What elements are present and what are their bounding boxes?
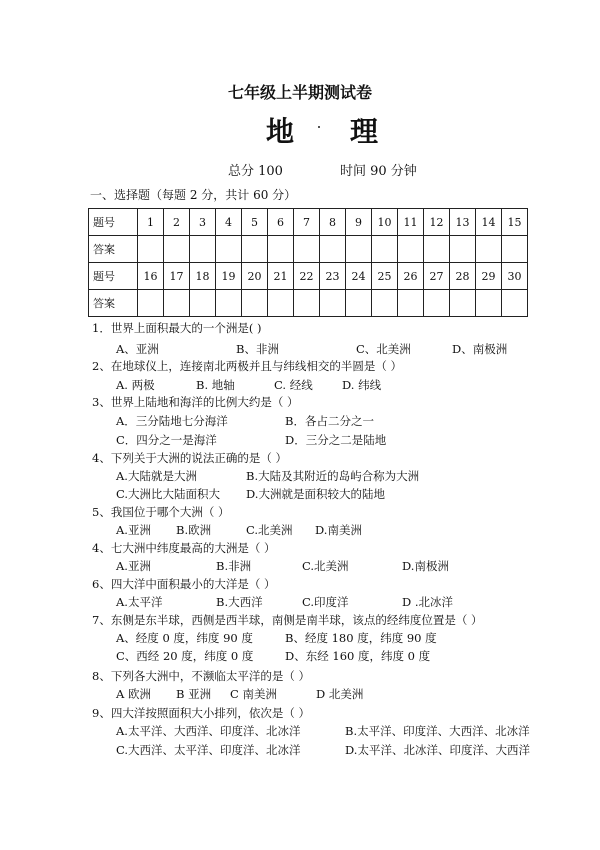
- grid-number: 6: [268, 209, 294, 236]
- grid-number: 24: [346, 263, 372, 290]
- answer-cell[interactable]: [138, 236, 164, 263]
- answer-cell[interactable]: [398, 290, 424, 317]
- q10-option-a: A.太平洋、大西洋、印度洋、北冰洋: [116, 724, 301, 738]
- grid-number: 29: [476, 263, 502, 290]
- grid-number: 27: [424, 263, 450, 290]
- question-7-stem: 6、四大洋中面积最小的大洋是（ ）: [92, 577, 276, 591]
- q4-option-b: B.大陆及其附近的岛屿合称为大洲: [246, 469, 420, 483]
- q1-option-c: C、北美洲: [356, 342, 411, 356]
- grid-number: 12: [424, 209, 450, 236]
- answer-cell[interactable]: [138, 290, 164, 317]
- q10-option-c: C.大西洋、太平洋、印度洋、北冰洋: [116, 743, 301, 757]
- grid-number: 7: [294, 209, 320, 236]
- question-3-stem: 3、世界上陆地和海洋的比例大约是（ ）: [92, 395, 299, 409]
- question-9-stem: 8、下列各大洲中，不濒临太平洋的是（ ）: [92, 669, 310, 683]
- q8-option-d: D、东经 160 度，纬度 0 度: [285, 649, 431, 663]
- grid-number: 2: [164, 209, 190, 236]
- grid-number: 3: [190, 209, 216, 236]
- section-title: 一、选择题（每题 2 分，共计 60 分）: [90, 188, 297, 202]
- grid-number: 25: [372, 263, 398, 290]
- q1-option-b: B、非洲: [236, 342, 279, 356]
- answer-cell[interactable]: [450, 290, 476, 317]
- answer-cell[interactable]: [502, 236, 528, 263]
- q10-option-b: B.太平洋、印度洋、大西洋、北冰洋: [345, 724, 530, 738]
- answer-cell[interactable]: [346, 290, 372, 317]
- total-score: 总分 100: [228, 164, 283, 179]
- q7-option-b: B.大西洋: [216, 595, 263, 609]
- q6-option-c: C.北美洲: [302, 559, 349, 573]
- q5-option-b: B.欧洲: [176, 523, 212, 537]
- grid-number: 18: [190, 263, 216, 290]
- subject-title-char-1: 地: [266, 115, 295, 148]
- q3-option-a: A．三分陆地七分海洋: [116, 414, 228, 428]
- time-limit: 时间 90 分钟: [340, 164, 417, 179]
- q6-option-d: D.南极洲: [402, 559, 449, 573]
- answer-cell[interactable]: [372, 290, 398, 317]
- decorative-dot: [318, 126, 320, 128]
- answer-cell[interactable]: [242, 236, 268, 263]
- question-10-stem: 9、四大洋按照面积大小排列，依次是（ ）: [92, 706, 310, 720]
- question-1-stem: 1．世界上面积最大的一个洲是( ): [92, 321, 262, 335]
- grid-label-answer: 答案: [89, 290, 138, 317]
- q3-option-b: B．各占二分之一: [285, 414, 374, 428]
- grid-number: 20: [242, 263, 268, 290]
- question-6-stem: 4、七大洲中纬度最高的大洲是（ ）: [92, 541, 276, 555]
- q2-option-b: B. 地轴: [196, 378, 235, 392]
- answer-cell[interactable]: [190, 236, 216, 263]
- answer-cell[interactable]: [346, 236, 372, 263]
- grid-row-numbers-1: [89, 209, 528, 236]
- answer-cell[interactable]: [320, 290, 346, 317]
- q2-option-a: A. 两极: [116, 378, 155, 392]
- answer-cell[interactable]: [268, 236, 294, 263]
- q2-option-d: D. 纬线: [342, 378, 382, 392]
- grid-number: 13: [450, 209, 476, 236]
- grid-number: 28: [450, 263, 476, 290]
- grid-number: 5: [242, 209, 268, 236]
- q8-option-c: C、西经 20 度，纬度 0 度: [116, 649, 254, 663]
- answer-cell[interactable]: [398, 236, 424, 263]
- q2-option-c: C. 经线: [274, 378, 313, 392]
- answer-cell[interactable]: [294, 290, 320, 317]
- grid-number: 10: [372, 209, 398, 236]
- grid-number: 11: [398, 209, 424, 236]
- grid-row-numbers-2: [89, 263, 528, 290]
- answer-grid: [88, 208, 528, 317]
- grid-number: 8: [320, 209, 346, 236]
- grid-row-answers-1: [89, 236, 528, 263]
- grid-number: 23: [320, 263, 346, 290]
- grid-number: 22: [294, 263, 320, 290]
- grid-number: 21: [268, 263, 294, 290]
- answer-cell[interactable]: [294, 236, 320, 263]
- q7-option-d: D .北冰洋: [402, 595, 454, 609]
- grid-number: 17: [164, 263, 190, 290]
- q9-option-a: A 欧洲: [116, 687, 151, 701]
- grid-number: 15: [502, 209, 528, 236]
- answer-cell[interactable]: [372, 236, 398, 263]
- answer-cell[interactable]: [216, 290, 242, 317]
- grid-number: 14: [476, 209, 502, 236]
- answer-cell[interactable]: [190, 290, 216, 317]
- q7-option-a: A.太平洋: [116, 595, 163, 609]
- grid-number: 1: [138, 209, 164, 236]
- q9-option-d: D 北美洲: [316, 687, 364, 701]
- grid-label-number: 题号: [89, 263, 138, 290]
- q4-option-d: D.大洲就是面积较大的陆地: [246, 487, 385, 501]
- q3-option-c: C．四分之一是海洋: [116, 433, 217, 447]
- answer-cell[interactable]: [476, 236, 502, 263]
- answer-cell[interactable]: [502, 290, 528, 317]
- answer-cell[interactable]: [216, 236, 242, 263]
- q8-option-a: A、经度 0 度，纬度 90 度: [116, 631, 253, 645]
- q4-option-c: C.大洲比大陆面积大: [116, 487, 221, 501]
- q9-option-c: C 南美洲: [230, 687, 277, 701]
- q5-option-d: D.南美洲: [315, 523, 362, 537]
- q4-option-a: A.大陆就是大洲: [116, 469, 197, 483]
- answer-cell[interactable]: [424, 236, 450, 263]
- grid-label-number: 题号: [89, 209, 138, 236]
- q10-option-d: D.太平洋、北冰洋、印度洋、大西洋: [345, 743, 530, 757]
- subject-title-char-2: 理: [350, 115, 379, 148]
- answer-cell[interactable]: [164, 236, 190, 263]
- q9-option-b: B 亚洲: [176, 687, 212, 701]
- grid-number: 9: [346, 209, 372, 236]
- grid-number: 4: [216, 209, 242, 236]
- answer-cell[interactable]: [476, 290, 502, 317]
- answer-cell[interactable]: [450, 236, 476, 263]
- q6-option-b: B.非洲: [216, 559, 252, 573]
- question-4-stem: 4、下列关于大洲的说法正确的是（ ）: [92, 451, 287, 465]
- question-2-stem: 2、在地球仪上，连接南北两极并且与纬线相交的半圆是（ ）: [92, 359, 402, 373]
- q1-option-a: A、亚洲: [116, 342, 159, 356]
- q3-option-d: D．三分之二是陆地: [285, 433, 387, 447]
- answer-cell[interactable]: [242, 290, 268, 317]
- grid-label-answer: 答案: [89, 236, 138, 263]
- grid-number: 30: [502, 263, 528, 290]
- grid-number: 26: [398, 263, 424, 290]
- question-8-stem: 7、东侧是东半球，西侧是西半球，南侧是南半球，该点的经纬度位置是（ ）: [92, 613, 483, 627]
- question-5-stem: 5、我国位于哪个大洲（ ）: [92, 505, 230, 519]
- answer-cell[interactable]: [424, 290, 450, 317]
- q8-option-b: B、经度 180 度，纬度 90 度: [285, 631, 437, 645]
- answer-cell[interactable]: [268, 290, 294, 317]
- exam-subtitle: 七年级上半期测试卷: [227, 83, 372, 102]
- q6-option-a: A.亚洲: [116, 559, 151, 573]
- q5-option-a: A.亚洲: [116, 523, 151, 537]
- q7-option-c: C.印度洋: [302, 595, 349, 609]
- grid-number: 19: [216, 263, 242, 290]
- answer-cell[interactable]: [320, 236, 346, 263]
- grid-row-answers-2: [89, 290, 528, 317]
- answer-cell[interactable]: [164, 290, 190, 317]
- q1-option-d: D、南极洲: [452, 342, 508, 356]
- grid-number: 16: [138, 263, 164, 290]
- q5-option-c: C.北美洲: [246, 523, 293, 537]
